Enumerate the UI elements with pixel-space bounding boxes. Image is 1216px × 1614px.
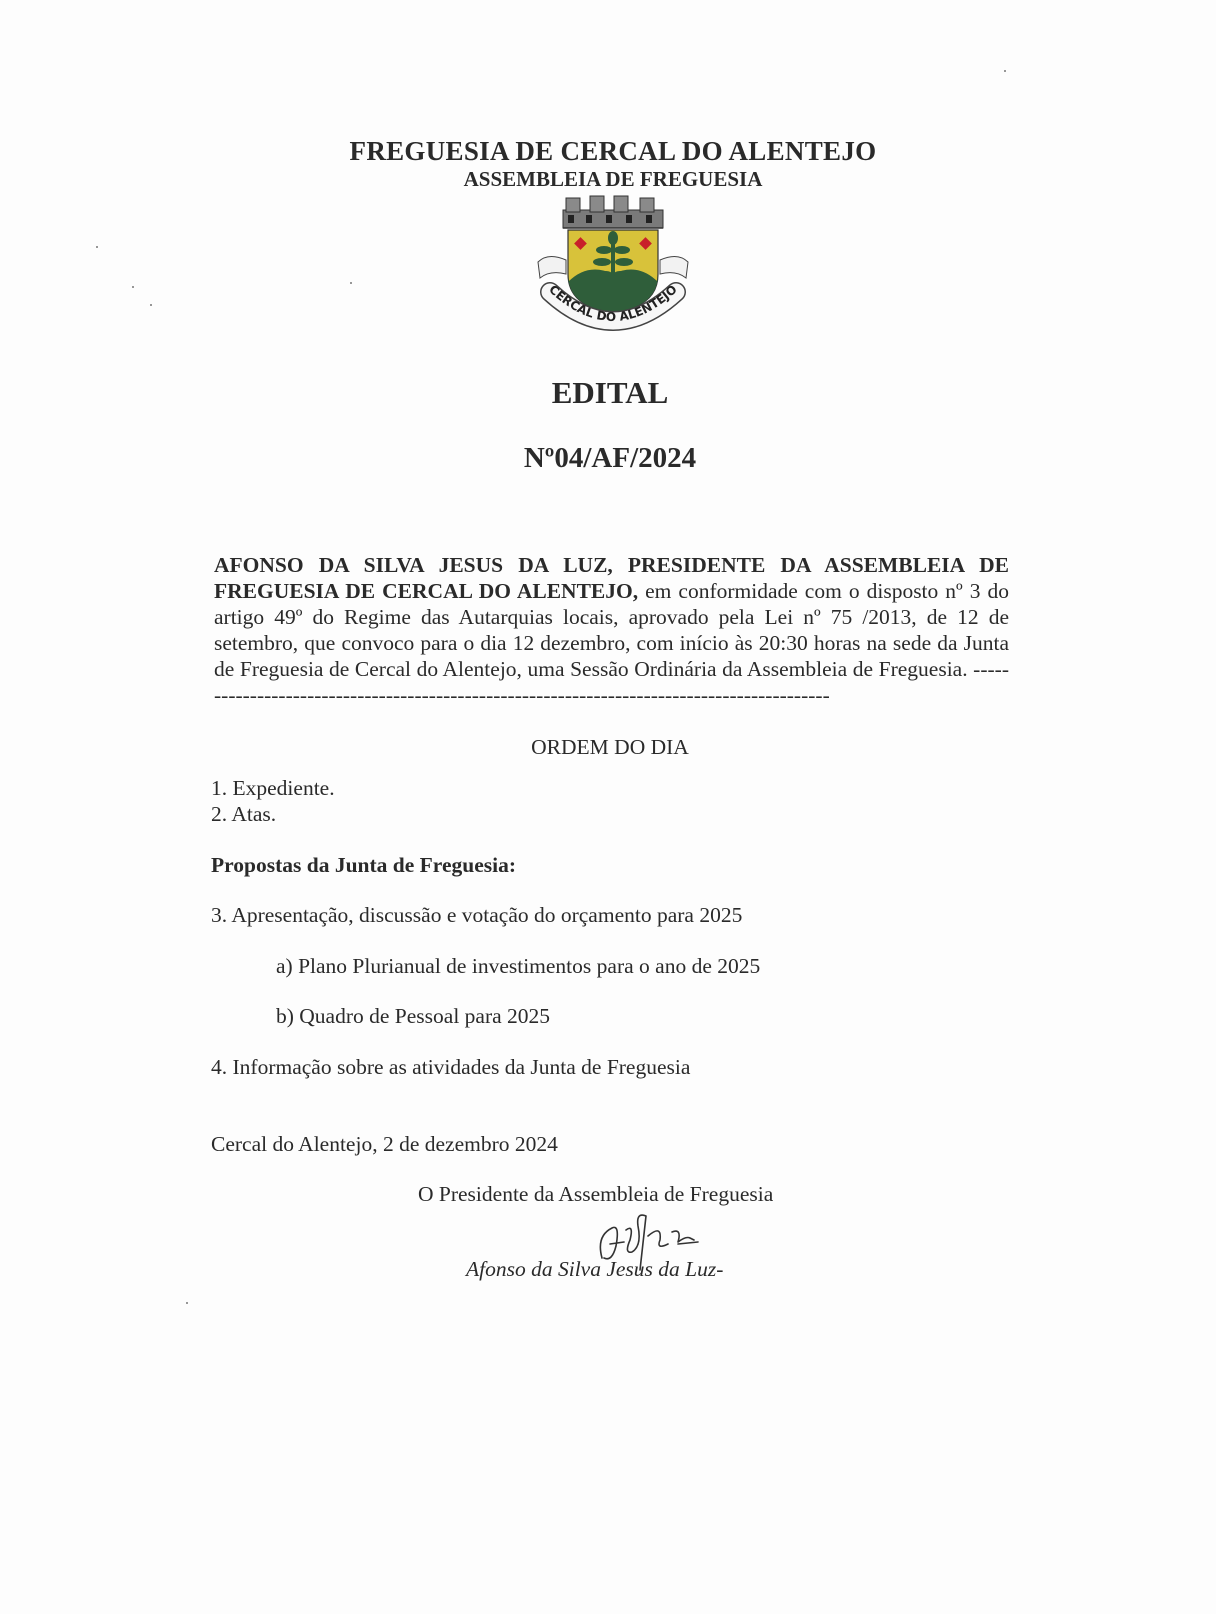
scan-speck	[186, 1302, 188, 1304]
place-and-date: Cercal do Alentejo, 2 de dezembro 2024	[211, 1132, 558, 1156]
scan-speck	[96, 246, 98, 248]
president-lead: AFONSO DA SILVA JESUS DA LUZ, PRESIDENTE DA ASSEMBLEIA DE FREGUESIA DE CERCAL DO ALENTEJO,	[214, 553, 1009, 603]
scan-speck	[132, 286, 134, 288]
signatory-role: O Presidente da Assembleia de Freguesia	[418, 1182, 774, 1206]
intro-text: em conformidade com o disposto nº 3 do artigo 49º do Regime das Autarquias locais, aprovado pela Lei nº 75 /2013, de 12 de setembro, que convoco para o dia 12 dezembro, com início às 20:30 horas na sede da Junta de Freguesia de Cercal do Alentejo, uma Sessão Ordinária da Assembleia de Freguesia.	[214, 579, 1009, 681]
mural-crown-icon	[563, 196, 663, 228]
agenda-item-3: 3. Apresentação, discussão e votação do orçamento para 2025	[211, 903, 743, 927]
agenda-item-2: 2. Atas.	[211, 802, 277, 826]
assembly-subtitle: ASSEMBLEIA DE FREGUESIA	[463, 167, 763, 191]
agenda-item-4: 4. Informação sobre as atividades da Junta de Freguesia	[211, 1055, 691, 1079]
proposals-heading: Propostas da Junta de Freguesia:	[211, 853, 516, 877]
shield-icon	[568, 230, 658, 312]
agenda-item-3b: b) Quadro de Pessoal para 2025	[276, 1004, 551, 1028]
signatory-name: Afonso da Silva Jesus da Luz-	[466, 1257, 724, 1281]
document-title: EDITAL	[551, 375, 669, 410]
parish-title: FREGUESIA DE CERCAL DO ALENTEJO	[349, 136, 877, 166]
agenda-heading: ORDEM DO DIA	[531, 735, 689, 759]
scan-speck	[1004, 70, 1006, 72]
parish-coat-of-arms	[528, 192, 698, 342]
crest-ribbon-text: CERCAL DO ALENTEJO	[546, 282, 680, 325]
agenda-item-1: 1. Expediente.	[211, 776, 335, 800]
scan-speck	[350, 282, 352, 284]
agenda-item-3a: a) Plano Plurianual de investimentos para o ano de 2025	[276, 954, 761, 978]
dash-filler: -------------------------------------------------------------------------------------------	[214, 657, 1009, 707]
scan-speck	[150, 304, 152, 306]
document-number: Nº04/AF/2024	[523, 442, 697, 474]
intro-paragraph	[214, 552, 1009, 708]
